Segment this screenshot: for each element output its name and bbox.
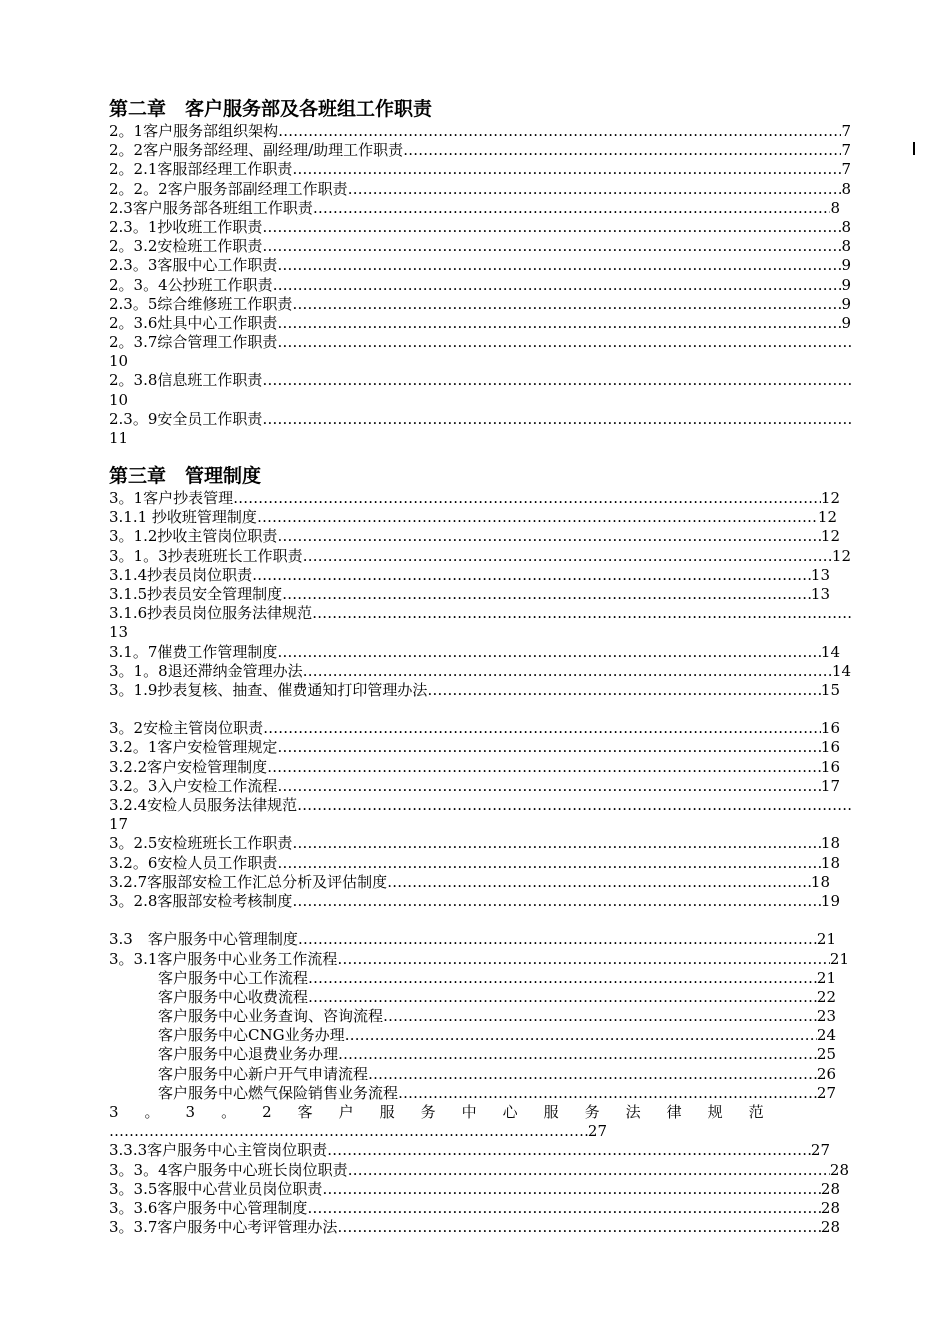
toc-entry[interactable]: 客户服务中心新户开气申请流程 …………………………………………………………………………………………………………………………………………………………………………………………………………………………………………………………………… 26 (109, 1065, 836, 1084)
toc-entry[interactable]: 2。3.2安检班工作职责 …………………………………………………………………………………………………………………………………………………………………………………………………………………………………………………………………… 8 (109, 237, 851, 256)
text-cursor (913, 142, 915, 155)
toc-entry[interactable]: 2。3.7综合管理工作职责 …………………………………………………………………………………………………………………………………………………………………………………………………………………………………………………………………… (109, 333, 851, 352)
toc-entry[interactable]: 3。1。8退还滞纳金管理办法 …………………………………………………………………………………………………………………………………………………………………………………………………………………………………………………………………… 14 (109, 662, 851, 681)
toc-entry[interactable]: 3。3.5客服中心营业员岗位职责 …………………………………………………………………………………………………………………………………………………………………………………………………………………………………………………………………… 28 (109, 1180, 840, 1199)
toc-entry[interactable]: 3。1。3抄表班班长工作职责 …………………………………………………………………………………………………………………………………………………………………………………………………………………………………………………………………… 12 (109, 547, 851, 566)
toc-entry[interactable]: 2。3.6灶具中心工作职责 …………………………………………………………………………………………………………………………………………………………………………………………………………………………………………………………………… 9 (109, 314, 851, 333)
toc-entry[interactable]: 3。3.7客户服务中心考评管理办法 …………………………………………………………………………………………………………………………………………………………………………………………………………………………………………………………………… 28 (109, 1218, 840, 1237)
chapter-3-toc (109, 489, 851, 1237)
toc-entry[interactable]: 客户服务中心燃气保险销售业务流程 …………………………………………………………………………………………………………………………………………………………………………………………………………………………………………………………………… 27 (109, 1084, 836, 1103)
toc-entry[interactable]: 3。2安检主管岗位职责 …………………………………………………………………………………………………………………………………………………………………………………………………………………………………………………………………… 16 (109, 719, 840, 738)
toc-entry-page-wrap: 10 (109, 390, 129, 409)
toc-entry[interactable]: 3。1客户抄表管理 …………………………………………………………………………………………………………………………………………………………………………………………………………………………………………………………………… 12 (109, 489, 840, 508)
toc-entry[interactable]: 3.2。6安检人员工作职责 …………………………………………………………………………………………………………………………………………………………………………………………………………………………………………………………………… 18 (109, 854, 840, 873)
toc-entry[interactable]: 3.2.2客户安检管理制度 …………………………………………………………………………………………………………………………………………………………………………………………………………………………………………………………………… 16 (109, 758, 840, 777)
toc-entry[interactable]: 2.3客户服务部各班组工作职责 …………………………………………………………………………………………………………………………………………………………………………………………………………………………………………………………………… 8 (109, 199, 840, 218)
toc-entry-page-wrap: 17 (109, 815, 129, 834)
toc-entry[interactable]: 客户服务中心业务查询、咨询流程 …………………………………………………………………………………………………………………………………………………………………………………………………………………………………………………………………… 23 (109, 1007, 836, 1026)
toc-entry[interactable]: 3。2.5安检班班长工作职责 …………………………………………………………………………………………………………………………………………………………………………………………………………………………………………………………………… 18 (109, 834, 840, 853)
toc-entry[interactable]: 2.3。9安全员工作职责 …………………………………………………………………………………………………………………………………………………………………………………………………………………………………………………………………… (109, 410, 851, 429)
toc-entry[interactable]: 3。3。4客户服务中心班长岗位职责 …………………………………………………………………………………………………………………………………………………………………………………………………………………………………………………………………… 28 (109, 1161, 849, 1180)
toc-entry[interactable]: 3。3.6客户服务中心管理制度 …………………………………………………………………………………………………………………………………………………………………………………………………………………………………………………………………… 28 (109, 1199, 840, 1218)
chapter-2-toc (109, 122, 851, 448)
toc-entry[interactable]: 3。2.8客服部安检考核制度 …………………………………………………………………………………………………………………………………………………………………………………………………………………………………………………………………… 19 (109, 892, 840, 911)
toc-entry[interactable]: 3.1。7催费工作管理制度 …………………………………………………………………………………………………………………………………………………………………………………………………………………………………………………………………… 14 (109, 643, 840, 662)
toc-entry[interactable]: 3.3.3客户服务中心主管岗位职责 …………………………………………………………………………………………………………………………………………………………………………………………………………………………………………………………………… 27 (109, 1141, 830, 1160)
toc-entry[interactable]: 客户服务中心CNG业务办理 …………………………………………………………………………………………………………………………………………………………………………………………………………………………………………………………………… 24 (109, 1026, 836, 1045)
toc-entry[interactable]: 3.2。3入户安检工作流程 …………………………………………………………………………………………………………………………………………………………………………………………………………………………………………………………………… 17 (109, 777, 840, 796)
toc-entry[interactable]: 2.3。3客服中心工作职责 …………………………………………………………………………………………………………………………………………………………………………………………………………………………………………………………………… 9 (109, 256, 851, 275)
toc-entry[interactable]: 3.3 客户服务中心管理制度 …………………………………………………………………………………………………………………………………………………………………………………………………………………………………………………………………… 21 (109, 930, 836, 949)
toc-entry[interactable]: 客户服务中心工作流程 …………………………………………………………………………………………………………………………………………………………………………………………………………………………………………………………………… 21 (109, 969, 836, 988)
toc-entry[interactable]: 客户服务中心退费业务办理 …………………………………………………………………………………………………………………………………………………………………………………………………………………………………………………………………… 25 (109, 1045, 836, 1064)
toc-entry[interactable]: 2。1客户服务部组织架构 …………………………………………………………………………………………………………………………………………………………………………………………………………………………………………………………………… 7 (109, 122, 851, 141)
toc-entry[interactable]: 3.2.4安检人员服务法律规范 …………………………………………………………………………………………………………………………………………………………………………………………………………………………………………………………………… (109, 796, 851, 815)
toc-entry[interactable]: 3.1.5抄表员安全管理制度 …………………………………………………………………………………………………………………………………………………………………………………………………………………………………………………………………… 13 (109, 585, 830, 604)
toc-entry[interactable]: 2。3.8信息班工作职责 …………………………………………………………………………………………………………………………………………………………………………………………………………………………………………………………………… (109, 371, 851, 390)
toc-entry[interactable]: 2。2.1客服部经理工作职责 …………………………………………………………………………………………………………………………………………………………………………………………………………………………………………………………………… 7 (109, 160, 851, 179)
toc-entry[interactable]: 3。1.2抄收主管岗位职责 …………………………………………………………………………………………………………………………………………………………………………………………………………………………………………………………………… 12 (109, 527, 840, 546)
toc-entry[interactable]: 3。3。2客户服务中心服务法律规范 (109, 1103, 790, 1121)
toc-entry[interactable]: 2。2客户服务部经理、副经理/助理工作职责 …………………………………………………………………………………………………………………………………………………………………………………………………………………………………………………………………… 7 (109, 141, 851, 160)
toc-entry[interactable]: 3.1.4抄表员岗位职责 …………………………………………………………………………………………………………………………………………………………………………………………………………………………………………………………………… 13 (109, 566, 830, 585)
toc-entry[interactable]: 3.2.7客服部安检工作汇总分析及评估制度 …………………………………………………………………………………………………………………………………………………………………………………………………………………………………………………………………… 18 (109, 873, 830, 892)
toc-entry-page-wrap: 10 (109, 352, 129, 371)
toc-entry[interactable]: 3。1.9抄表复核、抽查、催费通知打印管理办法 …………………………………………………………………………………………………………………………………………………………………………………………………………………………………………………………………… 15 (109, 681, 840, 700)
toc-entry[interactable]: 2。2。2客户服务部副经理工作职责 …………………………………………………………………………………………………………………………………………………………………………………………………………………………………………………………………… 8 (109, 180, 851, 199)
chapter-2-heading: 第二章 客户服务部及各班组工作职责 (109, 98, 433, 120)
toc-entry[interactable]: 3.1.1 抄收班管理制度 …………………………………………………………………………………………………………………………………………………………………………………………………………………………………………………………………… 12 (109, 508, 837, 527)
toc-entry[interactable]: 3.1.6抄表员岗位服务法律规范 …………………………………………………………………………………………………………………………………………………………………………………………………………………………………………………………………… (109, 604, 851, 623)
toc-entry[interactable]: 2。3。4公抄班工作职责 …………………………………………………………………………………………………………………………………………………………………………………………………………………………………………………………………… 9 (109, 276, 851, 295)
toc-entry[interactable]: 3.2。1客户安检管理规定 …………………………………………………………………………………………………………………………………………………………………………………………………………………………………………………………………… 16 (109, 738, 840, 757)
toc-entry-page-wrap: 11 (109, 429, 129, 447)
chapter-3-heading: 第三章 管理制度 (109, 465, 262, 487)
toc-entry-page-wrap: …………………………………………………………………………………………………………………………………………………………………………………………………………………………………………………………………… 27 (109, 1122, 607, 1141)
toc-entry[interactable]: 2.3。5综合维修班工作职责 …………………………………………………………………………………………………………………………………………………………………………………………………………………………………………………………………… 9 (109, 295, 851, 314)
toc-entry[interactable]: 3。3.1客户服务中心业务工作流程 …………………………………………………………………………………………………………………………………………………………………………………………………………………………………………………………………… 21 (109, 950, 849, 969)
toc-entry[interactable]: 2.3。1抄收班工作职责 …………………………………………………………………………………………………………………………………………………………………………………………………………………………………………………………………… 8 (109, 218, 851, 237)
toc-entry-page-wrap: 13 (109, 623, 129, 642)
toc-entry[interactable]: 客户服务中心收费流程 …………………………………………………………………………………………………………………………………………………………………………………………………………………………………………………………………… 22 (109, 988, 836, 1007)
